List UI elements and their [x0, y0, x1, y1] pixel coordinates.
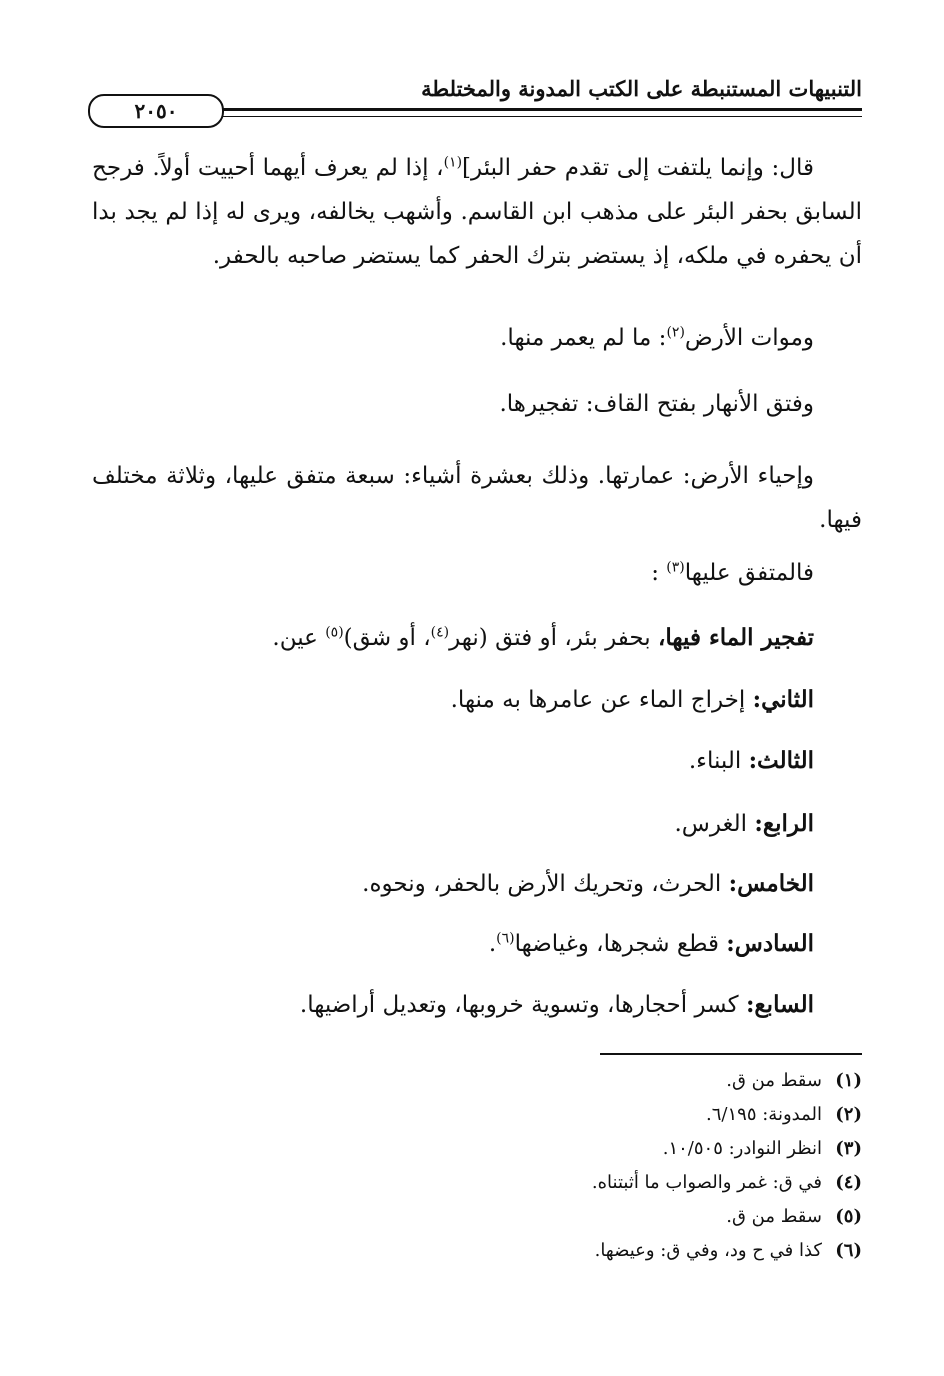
footnote-1: (١)سقط من ق. — [726, 1070, 862, 1091]
paragraph-dead-land: وموات الأرض$^{(٢)}$: ما لم يعمر منها. — [500, 324, 814, 351]
p1-text: قال: وإنما يلتفت إلى تقدم حفر البئر] — [462, 155, 814, 181]
list-item-1: تفجير الماء فيها، بحفر بئر، أو فتق (نهر$^{(٤)}$، أو شق)$^{(٥)}$ عين. — [272, 624, 814, 651]
list-item-6: السادس: قطع شجرها، وغياضها$^{(٦)}$. — [488, 930, 814, 957]
footnote-2: (٢)المدونة: ٦/١٩٥. — [706, 1104, 862, 1125]
list-item-2: الثاني: إخراج الماء عن عامرها به منها. — [450, 686, 814, 713]
running-title: التنبيهات المستنبطة على الكتب المدونة والمختلطة — [421, 76, 862, 101]
paragraph-agreed-upon: فالمتفق عليها$^{(٣)}$ : — [651, 559, 814, 586]
p1-rest: ، إذا لم يعرف أيهما أحييت أولاً. فرجح السابق بحفر البئر على مذهب ابن القاسم. وأشهب يخالفه، ويرى له إذا لم يجد بدا أن يحفره في ملكه، إذ يستضر بترك الحفر كما يستضر صاحبه بالحفر. — [92, 155, 862, 269]
paragraph-rivers: وفتق الأنهار بفتح القاف: تفجيرها. — [499, 391, 814, 417]
footnote-ref-5[interactable]: (٥) — [325, 624, 344, 641]
list-item-3: الثالث: البناء. — [688, 747, 814, 774]
footnote-ref-4[interactable]: (٤) — [430, 624, 450, 641]
list-item-5: الخامس: الحرث، وتحريك الأرض بالحفر، ونحوه. — [362, 870, 814, 897]
footnote-6: (٦)كذا في ح ود، وفي ق: وعيضها. — [594, 1240, 862, 1261]
footnote-5: (٥)سقط من ق. — [726, 1206, 862, 1227]
footnote-4: (٤)في ق: غمر والصواب ما أثبتناه. — [591, 1172, 862, 1193]
page-number: ٢٠٥٠ — [88, 94, 224, 128]
footnote-ref-2[interactable]: (٢) — [666, 324, 685, 341]
paragraph-well-digging — [92, 146, 862, 278]
footnote-separator — [600, 1053, 862, 1055]
footnote-ref-1[interactable]: (١) — [443, 154, 463, 171]
paragraph-land-revival: وإحياء الأرض: عمارتها. وذلك بعشرة أشياء: سبعة متفق عليها، وثلاثة مختلف فيها. — [92, 463, 862, 533]
list-item-4: الرابع: الغرس. — [674, 810, 814, 837]
footnote-3: (٣)انظر النوادر: ١٠/٥٠٥. — [662, 1138, 862, 1159]
footnote-ref-6[interactable]: (٦) — [496, 930, 515, 947]
list-item-7: السابع: كسر أحجارها، وتسوية خروبها، وتعديل أراضيها. — [299, 991, 814, 1018]
footnote-ref-3[interactable]: (٣) — [666, 559, 685, 576]
